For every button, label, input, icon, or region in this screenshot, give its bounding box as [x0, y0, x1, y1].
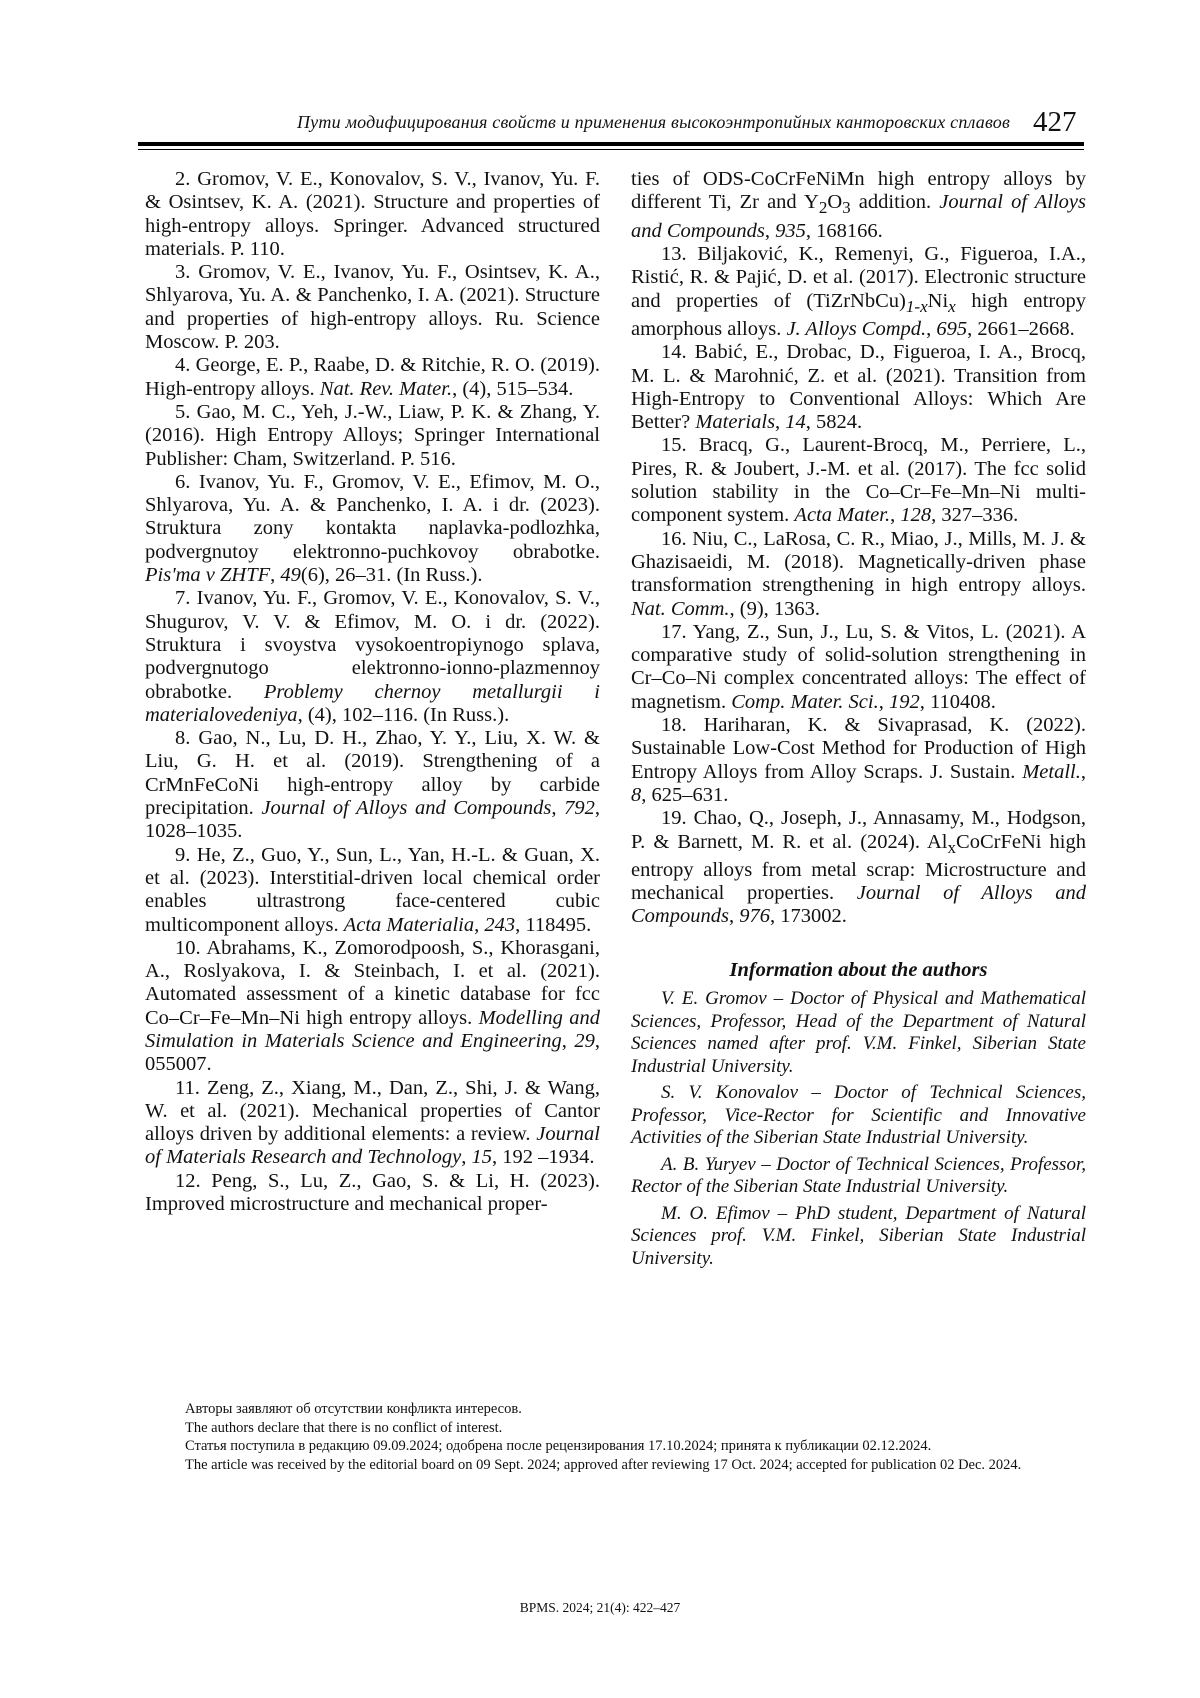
article-notes — [145, 1400, 1085, 1474]
journal-name: Problemy chernoy metallurgii i materialovedeniya — [145, 680, 600, 726]
authors-heading: Information about the authors — [729, 958, 988, 981]
reference-17: 17. Yang, Z., Sun, J., Lu, S. & Vitos, L. (2021). A comparative study of solid-solution strengthening in Cr–Co–Ni complex concentrated alloys: The effect of magnetism. Comp. Mater. Sci., 192, 110408. — [631, 620, 1086, 713]
journal-name: Journal of Alloys and Compounds — [631, 191, 1086, 242]
volume: 976 — [739, 905, 770, 928]
volume: 243 — [484, 913, 516, 936]
reference-13: 13. Biljaković, K., Remenyi, G., Figueroa, I.A., Ristić, R. & Pajić, D. et al. (2017). Electronic structure and properties of $(TiZrNbCu)_{1-x}Ni_x$ high entropy amorphous alloys. J. Alloys Compd., 695, 2661–2668. — [631, 242, 1086, 340]
journal-name: Comp. Mater. Sci. — [731, 690, 879, 713]
volume: 49 — [280, 564, 301, 587]
journal-name: Materials — [695, 411, 776, 434]
received-dates-en: The article was received by the editorial board on 09 Sept. 2024; approved after reviewing 17 Oct. 2024; accepted for publication 02 Dec. 2024. — [185, 1456, 1022, 1473]
conflict-statement-ru: Авторы заявляют об отсутствии конфликта интересов. — [185, 1401, 522, 1417]
reference-5: 5. Gao, M. C., Yeh, J.-W., Liaw, P. K. & Zhang, Y. (2016). High Entropy Alloys; Springer International Publisher: Cham, Switzerland. P. 516. — [145, 400, 600, 470]
reference-6: 6. Ivanov, Yu. F., Gromov, V. E., Efimov, M. O., Shlyarova, Yu. A. & Panchenko, I. A. i dr. (2023). Struktura zony kontakta naplavka-podlozhka, podvergnutoy elektronno-puchkovoy obrabotke. Pis'ma v ZHTF, 49(6), 26–31. (In Russ.). — [145, 470, 600, 587]
volume: 15 — [471, 1146, 492, 1169]
journal-name: Nat. Comm. — [631, 597, 730, 620]
journal-name: Journal of Alloys and Compounds — [261, 797, 552, 820]
reference-8: 8. Gao, N., Lu, D. H., Zhao, Y. Y., Liu, X. W. & Liu, G. H. et al. (2019). Strengthening of a CrMnFeCoNi high-entropy alloy by carbide precipitation. Journal of Alloys and Compounds, 792, 1028–1035. — [145, 727, 601, 843]
journal-name: Modelling and Simulation in Materials Science and Engineering — [145, 1006, 601, 1052]
volume: 695 — [936, 317, 968, 340]
conflict-statement-en: The authors declare that there is no conflict of interest. — [185, 1419, 503, 1436]
reference-12-end: ties of ODS-CoCrFeNiMn high entropy alloys by different Ti, Zr and $Y_2O_3$ addition. Journal of Alloys and Compounds, 935, 168166. — [631, 168, 1086, 242]
author-info: M. O. Efimov – PhD student, Department of Natural Sciences prof. V.M. Finkel, Siberian State Industrial University. — [631, 1202, 1086, 1269]
volume: 935 — [775, 219, 806, 242]
journal-name: Journal of Alloys and Compounds — [631, 882, 1086, 928]
reference-12-start: 12. Peng, S., Lu, Z., Gao, S. & Li, H. (2023). Improved microstructure and mechanical proper- — [145, 1169, 600, 1216]
running-title: Пути модифицирования свойств и применения высокоэнтропийных канторовских сплавов — [296, 112, 1010, 132]
received-dates-ru: Статья поступила в редакцию 09.09.2024; одобрена после рецензирования 17.10.2024; принята к публикации 02.12.2024. — [185, 1438, 932, 1454]
page-number: 427 — [1033, 106, 1077, 138]
reference-7: 7. Ivanov, Yu. F., Gromov, V. E., Konovalov, S. V., Shugurov, V. V. & Efimov, M. O. i dr. (2022). Struktura i svoystva vysokoentropiynogo splava, podvergnutogo elektronno-ionno-plazmennoy obrabotke. Problemy chernoy metallurgii i materialovedeniya, (4), 102–116. (In Russ.). — [145, 587, 600, 726]
journal-name: Acta Materialia — [343, 913, 475, 936]
reference-15: 15. Bracq, G., Laurent-Brocq, M., Perriere, L., Pires, R. & Joubert, J.-M. et al. (2017). The fcc solid solution stability in the Co–Cr–Fe–Mn–Ni multi-component system. Acta Mater., 128, 327–336. — [631, 434, 1086, 527]
reference-10: 10. Abrahams, K., Zomorodpoosh, S., Khorasgani, A., Roslyakova, I. & Steinbach, I. et al. (2021). Automated assessment of a kinetic database for fcc Co–Cr–Fe–Mn–Ni high entropy alloys. Modelling and Simulation in Materials Science and Engineering, 29, 055007. — [145, 936, 601, 1076]
reference-11: 11. Zeng, Z., Xiang, M., Dan, Z., Shi, J. & Wang, W. et al. (2021). Mechanical properties of Cantor alloys driven by additional elements: a review. Journal of Materials Research and Technology, 15, 192 –1934. — [145, 1076, 600, 1169]
reference-2: 2. Gromov, V. E., Konovalov, S. V., Ivanov, Yu. F. & Osintsev, K. A. (2021). Structure and properties of high-entropy alloys. Springer. Advanced structured materials. P. 110. — [145, 168, 600, 260]
author-info: A. B. Yuryev – Doctor of Technical Sciences, Professor, Rector of the Siberian State Industrial University. — [631, 1153, 1086, 1198]
volume: 14 — [785, 411, 806, 434]
reference-4: 4. George, E. P., Raabe, D. & Ritchie, R. O. (2019). High-entropy alloys. Nat. Rev. Mater., (4), 515–534. — [145, 354, 600, 400]
author-info: S. V. Konovalov – Doctor of Technical Sciences, Professor, Vice-Rector for Scientific and Innovative Activities of the Siberian State Industrial University. — [631, 1082, 1086, 1149]
volume: 29 — [574, 1029, 595, 1052]
header-rule-thick — [138, 142, 1084, 146]
reference-9: 9. He, Z., Guo, Y., Sun, L., Yan, H.-L. & Guan, X. et al. (2023). Interstitial-driven local chemical order enables ultrastrong face-centered cubic multicomponent alloys. Acta Materialia, 243, 118495. — [145, 843, 600, 936]
journal-name: Acta Mater. — [794, 504, 891, 527]
journal-name: J. Alloys Compd. — [786, 317, 927, 340]
reference-14: 14. Babić, E., Drobac, D., Figueroa, I. A., Brocq, M. L. & Marohnić, Z. et al. (2021). Transition from High-Entropy to Conventional Alloys: Which Are Better? Materials, 14, 5824. — [631, 341, 1086, 434]
reference-19: 19. Chao, Q., Joseph, J., Annasamy, M., Hodgson, P. & Barnett, M. R. et al. (2024). $Al_xCoCrFeNi$ high entropy alloys from metal scrap: Microstructure and mechanical properties. Journal of Alloys and Compounds, 976, 173002. — [631, 807, 1086, 928]
author-info: V. E. Gromov – Doctor of Physical and Mathematical Sciences, Professor, Head of the Department of Natural Sciences named after prof. V.M. Finkel, Siberian State Industrial University. — [631, 988, 1086, 1077]
volume: 128 — [900, 504, 932, 527]
right-column — [631, 168, 1086, 1274]
journal-name: Journal of Materials Research and Technology — [145, 1123, 600, 1169]
volume: 192 — [888, 690, 920, 713]
volume: 8 — [631, 783, 642, 806]
volume: 792 — [564, 797, 595, 820]
reference-3: 3. Gromov, V. E., Ivanov, Yu. F., Osintsev, K. A., Shlyarova, Yu. A. & Panchenko, I. A. (2021). Structure and properties of high-entropy alloys. Ru. Science Moscow. P. 203. — [145, 261, 600, 354]
left-column — [145, 168, 600, 1216]
header-rule-thin — [138, 149, 1084, 150]
journal-name: Pis'ma v ZHTF — [145, 564, 271, 587]
page-footer: BPMS. 2024; 21(4): 422–427 — [519, 1600, 681, 1615]
journal-name: Nat. Rev. Mater. — [319, 377, 453, 400]
reference-16: 16. Niu, C., LaRosa, C. R., Miao, J., Mills, M. J. & Ghazisaeidi, M. (2018). Magnetically-driven phase transformation strengthening in high entropy alloys. Nat. Comm., (9), 1363. — [631, 527, 1086, 620]
reference-18: 18. Hariharan, K. & Sivaprasad, K. (2022). Sustainable Low-Cost Method for Production of High Entropy Alloys from Alloy Scraps. J. Sustain. Metall., 8, 625–631. — [631, 714, 1086, 806]
journal-name: Metall. — [1022, 760, 1081, 783]
